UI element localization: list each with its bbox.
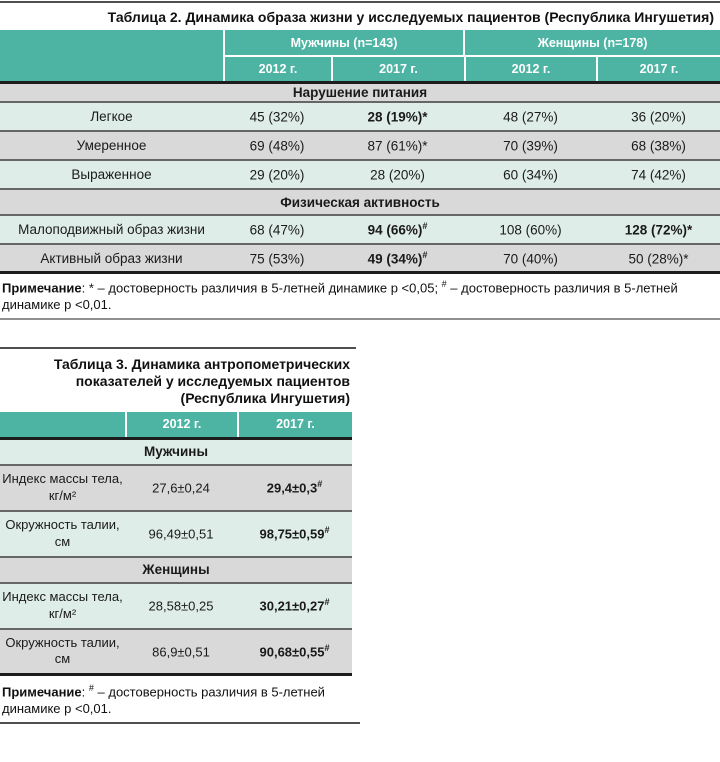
column-group-men: Мужчины (n=143) bbox=[225, 30, 465, 55]
value-cell: 28,58±0,25 bbox=[148, 598, 214, 614]
value-cell: 75 (53%) bbox=[249, 251, 305, 267]
value-cell: 27,6±0,24 bbox=[152, 480, 210, 496]
table-row bbox=[0, 103, 720, 132]
table-row bbox=[0, 630, 352, 676]
value-cell: 30,21±0,27# bbox=[259, 597, 330, 614]
value-cell: 70 (40%) bbox=[503, 251, 558, 267]
value-cell: 60 (34%) bbox=[503, 167, 558, 183]
table3-bottom-rule bbox=[0, 722, 360, 724]
value-cell: 68 (47%) bbox=[249, 222, 305, 238]
table3-footnote: Примечание: # – достоверность различия в 5-летней динамике р <0,01. bbox=[2, 682, 325, 717]
value-cell: 108 (60%) bbox=[499, 222, 562, 238]
row-label: Легкое bbox=[90, 109, 133, 124]
value-cell: 45 (32%) bbox=[249, 109, 305, 125]
value-cell: 29 (20%) bbox=[249, 167, 305, 183]
table2-header bbox=[0, 30, 720, 84]
row-label: Выраженное bbox=[71, 167, 152, 182]
section-header-women: Женщины bbox=[0, 558, 352, 584]
row-label: Окружность талии, см bbox=[5, 517, 120, 549]
table3-header-blank-cell bbox=[0, 412, 127, 437]
table3-caption-line: показателей у исследуемых пациентов bbox=[75, 372, 350, 389]
row-label: Индекс массы тела, кг/м² bbox=[2, 589, 123, 621]
table-row bbox=[0, 466, 352, 512]
row-label: Индекс массы тела, кг/м² bbox=[2, 471, 123, 503]
value-cell: 28 (19%)* bbox=[367, 109, 428, 125]
table2-footnote: Примечание: * – достоверность различия в 5-летней динамике р <0,05; # – достоверность различия в 5-летней динамике р <0,01. bbox=[2, 279, 678, 313]
value-cell: 69 (48%) bbox=[249, 138, 305, 154]
section-divider-rule bbox=[0, 318, 720, 320]
table3-caption bbox=[0, 356, 350, 407]
table-row bbox=[0, 216, 720, 245]
year-header-women-2012: 2012 г. bbox=[466, 57, 598, 81]
value-cell: 87 (61%)* bbox=[367, 138, 428, 154]
value-cell: 50 (28%)* bbox=[628, 251, 689, 267]
row-label: Окружность талии, см bbox=[5, 634, 120, 667]
value-cell: 49 (34%)# bbox=[367, 249, 428, 267]
row-label: Умеренное bbox=[76, 138, 147, 153]
year-header-2012: 2012 г. bbox=[127, 412, 239, 437]
table2 bbox=[0, 30, 720, 274]
value-cell: 98,75±0,59# bbox=[259, 525, 330, 542]
row-label: Малоподвижный образ жизни bbox=[18, 222, 205, 237]
table2-caption: Таблица 2. Динамика образа жизни у исследуемых пациентов (Республика Ингушетия) bbox=[107, 9, 714, 25]
table3-caption-line: Таблица 3. Динамика антропометрических bbox=[53, 355, 350, 372]
value-cell: 70 (39%) bbox=[503, 138, 558, 154]
table-row bbox=[0, 161, 720, 190]
table-row bbox=[0, 512, 352, 558]
page-top-rule bbox=[0, 1, 720, 3]
table-row bbox=[0, 584, 352, 630]
value-cell: 36 (20%) bbox=[631, 109, 686, 125]
value-cell: 74 (42%) bbox=[631, 167, 686, 183]
section-header-men: Мужчины bbox=[0, 440, 352, 466]
table3-top-rule bbox=[0, 347, 356, 349]
section-header-nutrition: Нарушение питания bbox=[0, 84, 720, 103]
year-header-men-2012: 2012 г. bbox=[225, 57, 333, 81]
year-header-2017: 2017 г. bbox=[276, 417, 315, 432]
value-cell: 86,9±0,51 bbox=[152, 644, 210, 660]
value-cell: 48 (27%) bbox=[503, 109, 558, 125]
column-group-women: Женщины (n=178) bbox=[537, 35, 648, 50]
value-cell: 68 (38%) bbox=[631, 138, 686, 154]
value-cell: 128 (72%)* bbox=[624, 222, 693, 238]
table-row bbox=[0, 132, 720, 161]
row-label: Активный образ жизни bbox=[40, 250, 183, 266]
value-cell: 94 (66%)# bbox=[367, 221, 428, 238]
table3-column bbox=[0, 347, 356, 725]
value-cell: 29,4±0,3# bbox=[266, 479, 323, 496]
table3 bbox=[0, 412, 352, 676]
table3-header bbox=[0, 412, 352, 440]
table-row bbox=[0, 245, 720, 274]
value-cell: 90,68±0,55# bbox=[259, 642, 330, 660]
value-cell: 28 (20%) bbox=[370, 167, 425, 183]
section-header-physical-activity: Физическая активность bbox=[0, 190, 720, 216]
year-header-women-2017: 2017 г. bbox=[639, 62, 679, 76]
table2-header-blank-cell bbox=[0, 30, 225, 81]
year-header-men-2017: 2017 г. bbox=[333, 57, 466, 81]
table3-caption-line: (Республика Ингушетия) bbox=[180, 389, 350, 406]
value-cell: 96,49±0,51 bbox=[148, 526, 214, 542]
